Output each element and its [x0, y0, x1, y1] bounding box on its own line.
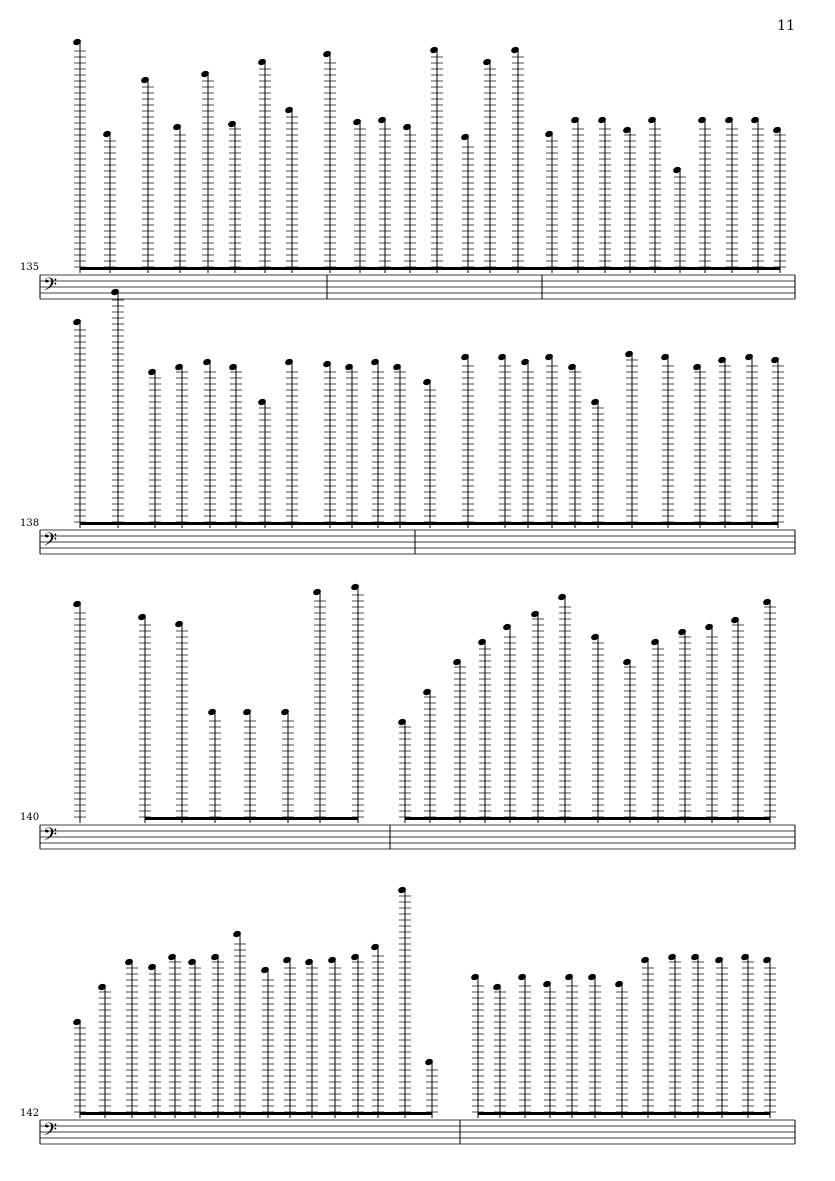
beam	[655, 267, 680, 270]
beam	[195, 1112, 218, 1115]
beam	[148, 267, 180, 270]
measure-number-142: 142	[20, 1108, 40, 1119]
beam	[658, 817, 685, 820]
beam	[752, 522, 778, 525]
beam	[552, 522, 575, 525]
beam	[265, 522, 292, 525]
beam	[335, 1112, 358, 1115]
beam	[598, 522, 632, 525]
beam	[732, 267, 758, 270]
beam	[622, 1112, 648, 1115]
beam	[500, 1112, 525, 1115]
bass-clef-icon: 𝄢	[43, 825, 58, 850]
beam	[145, 817, 182, 820]
beam	[110, 267, 148, 270]
beam	[505, 522, 528, 525]
beam	[330, 267, 360, 270]
beam	[80, 1112, 105, 1115]
beam	[360, 267, 385, 270]
beam	[400, 522, 430, 525]
beam	[478, 1112, 500, 1115]
beam	[320, 817, 358, 820]
beam	[250, 817, 288, 820]
beam	[630, 817, 658, 820]
beam	[738, 817, 770, 820]
beam	[700, 522, 725, 525]
beam	[598, 817, 630, 820]
beam	[437, 267, 468, 270]
beam	[132, 1112, 155, 1115]
beam	[430, 817, 460, 820]
beam	[565, 817, 598, 820]
beam	[80, 267, 110, 270]
beam	[378, 1112, 405, 1115]
beam	[578, 267, 605, 270]
beam	[605, 267, 630, 270]
beam	[210, 522, 236, 525]
beam	[235, 267, 265, 270]
beam	[430, 522, 468, 525]
beam	[758, 267, 780, 270]
beam	[698, 1112, 722, 1115]
beam	[240, 1112, 268, 1115]
beam	[405, 1112, 432, 1115]
beam	[468, 267, 490, 270]
beam	[155, 1112, 175, 1115]
beam	[705, 267, 732, 270]
beam	[288, 817, 320, 820]
beam	[468, 522, 505, 525]
beam	[632, 522, 668, 525]
beam	[550, 1112, 572, 1115]
beam	[236, 522, 265, 525]
measure-number-138: 138	[20, 518, 40, 529]
beam	[552, 267, 578, 270]
page-number: 11	[777, 18, 795, 34]
beam	[630, 267, 655, 270]
beam	[105, 1112, 132, 1115]
beam	[572, 1112, 595, 1115]
measure-number-135: 135	[20, 262, 40, 273]
measure-number-140: 140	[20, 812, 40, 823]
beam	[118, 522, 155, 525]
beam	[405, 817, 430, 820]
beam	[525, 1112, 550, 1115]
beam	[528, 522, 552, 525]
beam	[722, 1112, 748, 1115]
beam	[410, 267, 437, 270]
beam	[490, 267, 518, 270]
beam	[648, 1112, 675, 1115]
beam	[680, 267, 705, 270]
bass-clef-icon: 𝄢	[43, 1120, 58, 1145]
beam	[378, 522, 400, 525]
beam	[518, 267, 552, 270]
beam	[155, 522, 182, 525]
bass-clef-icon: 𝄢	[43, 275, 58, 300]
beam	[352, 522, 378, 525]
beam	[685, 817, 712, 820]
beam	[292, 267, 330, 270]
beam	[358, 1112, 378, 1115]
beam	[182, 522, 210, 525]
beam	[180, 267, 208, 270]
beam	[80, 522, 118, 525]
beam	[265, 267, 292, 270]
beam	[175, 1112, 195, 1115]
beam	[218, 1112, 240, 1115]
beam	[725, 522, 752, 525]
beam	[538, 817, 565, 820]
beam	[460, 817, 485, 820]
beam	[292, 522, 330, 525]
beam	[668, 522, 700, 525]
beam	[748, 1112, 770, 1115]
beam	[330, 522, 352, 525]
beam	[712, 817, 738, 820]
beam	[575, 522, 598, 525]
beam	[268, 1112, 290, 1115]
beam	[385, 267, 410, 270]
beam	[595, 1112, 622, 1115]
beam	[208, 267, 235, 270]
beam	[215, 817, 250, 820]
beam	[485, 817, 510, 820]
beam	[675, 1112, 698, 1115]
beam	[182, 817, 215, 820]
beam	[290, 1112, 312, 1115]
beam	[312, 1112, 335, 1115]
beam	[510, 817, 538, 820]
bass-clef-icon: 𝄢	[43, 530, 58, 555]
